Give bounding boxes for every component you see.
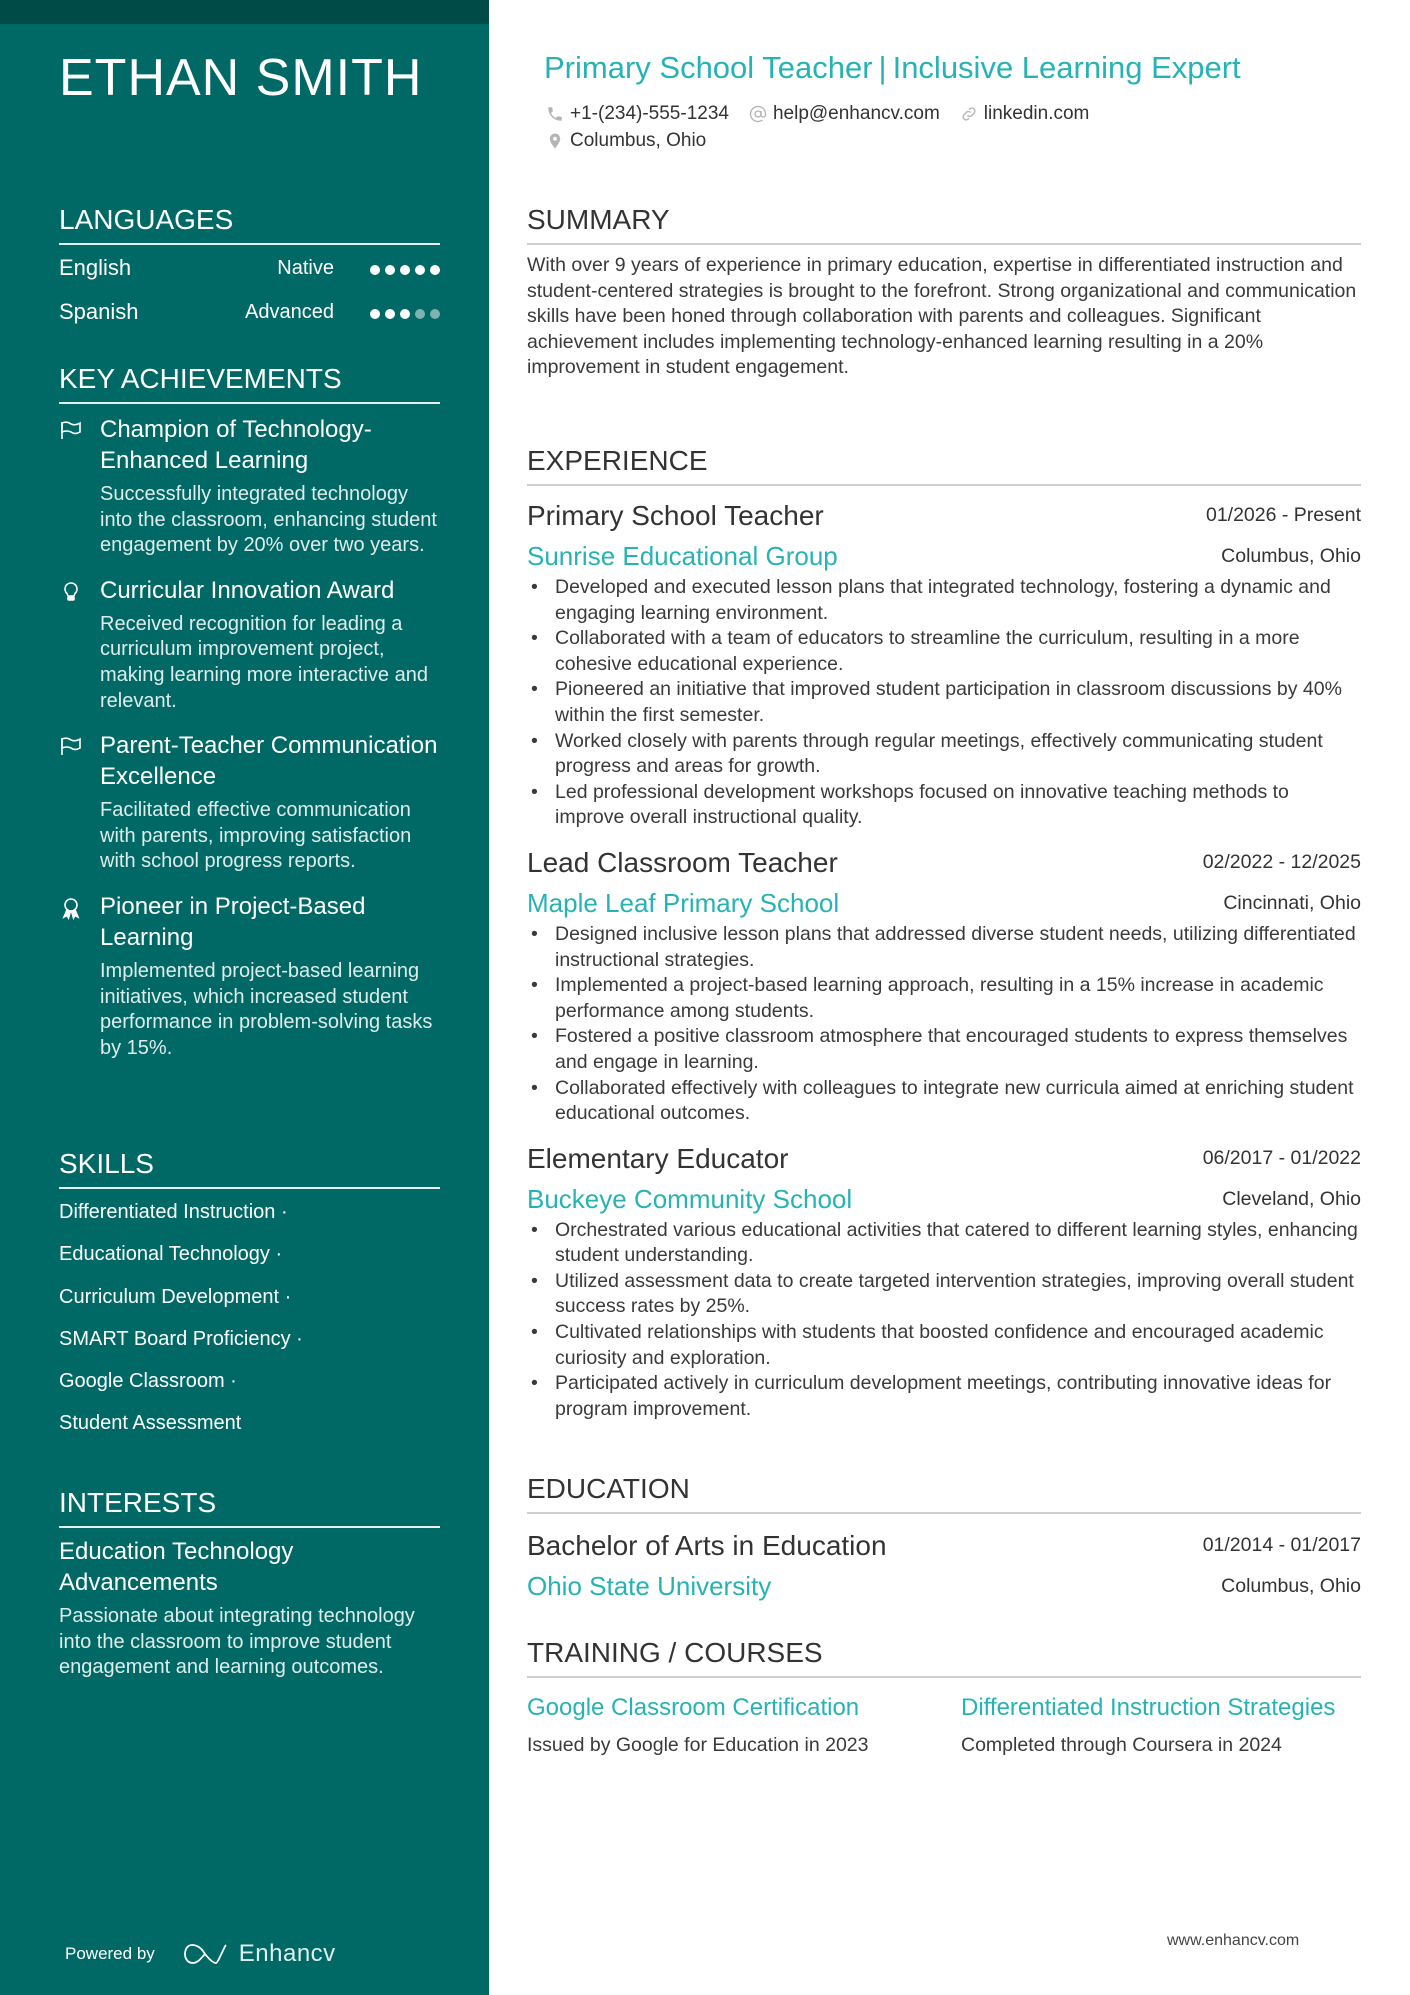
language-proficiency-dots	[370, 309, 440, 319]
candidate-name: ETHAN SMITH	[59, 49, 423, 107]
dot-filled-icon	[370, 309, 380, 319]
summary-text: With over 9 years of experience in primary education, expertise in differentiated instruction and student-centered strategies is brought to the forefront. Strong organizational and communication skills have been honed through collaboration with parents and colleagues. Significant achievement includes implementing technology-enhanced learning resulting in a 20% improvement in student engagement.	[527, 254, 1357, 379]
contact-phone[interactable]	[546, 103, 729, 125]
dot-empty-icon	[415, 309, 425, 319]
education-dates: 01/2014 - 01/2017	[1202, 1534, 1361, 1556]
language-row	[59, 289, 440, 333]
experience-entry	[527, 843, 1361, 1127]
course-item	[527, 1692, 961, 1759]
phone-number: +1-(234)-555-1234	[570, 102, 729, 124]
headline-separator: |	[878, 50, 887, 85]
achievement-title: Curricular Innovation Award	[100, 576, 395, 604]
link-icon	[960, 105, 978, 123]
contact-location	[546, 130, 706, 152]
powered-by	[65, 1940, 336, 1968]
experience-entry	[527, 1139, 1361, 1423]
skill-item: Google Classroom ·	[59, 1370, 237, 1393]
course-description: Completed through Coursera in 2024	[961, 1734, 1282, 1756]
interests-section	[59, 1486, 440, 1681]
education-section	[527, 1472, 1361, 1605]
linkedin-url: linkedin.com	[983, 102, 1090, 124]
company-name: Maple Leaf Primary School	[527, 887, 840, 918]
job-bullet: • Participated actively in curriculum development meetings, contributing innovative ideas for program improvement.	[527, 1371, 1361, 1422]
achievement-description: Implemented project-based learning initiatives, which increased student performance in problem-solving tasks by 15%.	[100, 959, 433, 1059]
skill-item: Curriculum Development ·	[59, 1285, 292, 1308]
achievement-title: Pioneer in Project-Based Learning	[100, 892, 366, 951]
interest-title: Education Technology Advancements	[59, 1538, 294, 1596]
company-name: Buckeye Community School	[527, 1183, 853, 1214]
job-bullets	[527, 1218, 1361, 1423]
job-bullets	[527, 575, 1361, 831]
education-entry	[527, 1526, 1361, 1605]
achievement-description: Successfully integrated technology into the classroom, enhancing student engagement by 20% over two years.	[100, 483, 437, 557]
job-location: Cincinnati, Ohio	[1223, 891, 1361, 914]
dot-filled-icon	[415, 265, 425, 275]
achievement-description: Facilitated effective communication with parents, improving satisfaction with school progress reports.	[100, 799, 412, 873]
enhancv-logo[interactable]	[183, 1940, 336, 1968]
skill-item: Educational Technology ·	[59, 1243, 283, 1266]
job-bullet: • Implemented a project-based learning approach, resulting in a 15% increase in academic performance among students.	[527, 973, 1361, 1024]
dot-filled-icon	[385, 309, 395, 319]
flag-icon	[59, 419, 83, 443]
job-dates: 06/2017 - 01/2022	[1202, 1146, 1361, 1169]
headline-specialty: Inclusive Learning Expert	[892, 50, 1241, 85]
job-location: Columbus, Ohio	[1221, 545, 1361, 567]
achievements-section	[59, 362, 440, 1061]
language-name: English	[59, 255, 132, 280]
course-description: Issued by Google for Education in 2023	[527, 1734, 869, 1756]
language-level: Advanced	[245, 301, 334, 323]
training-heading: TRAINING / COURSES	[527, 1636, 1361, 1678]
achievement-title: Champion of Technology-Enhanced Learning	[100, 416, 372, 474]
experience-section	[527, 444, 1361, 1422]
experience-entry	[527, 496, 1361, 831]
summary-heading: SUMMARY	[527, 203, 1361, 245]
achievement-title: Parent-Teacher Communication Excellence	[100, 732, 438, 791]
skill-item: Student Assessment	[59, 1412, 242, 1435]
flag-icon	[59, 735, 83, 759]
sidebar-top-band	[0, 0, 489, 24]
dot-filled-icon	[400, 309, 410, 319]
language-proficiency-dots	[370, 265, 440, 275]
languages-heading: LANGUAGES	[59, 203, 440, 245]
lightbulb-icon	[59, 580, 83, 604]
achievement-description: Received recognition for leading a curriculum improvement project, making learning more interactive and relevant.	[100, 612, 428, 712]
job-bullets	[527, 922, 1361, 1127]
job-dates: 02/2022 - 12/2025	[1202, 850, 1361, 873]
job-title: Primary School Teacher	[527, 500, 824, 531]
job-bullet: • Fostered a positive classroom atmosphere that encouraged students to express themselves and engage in learning.	[527, 1024, 1361, 1075]
job-bullet: • Cultivated relationships with students that boosted confidence and encouraged academic curiosity and exploration.	[527, 1320, 1361, 1371]
contact-info	[546, 100, 1109, 154]
training-section	[527, 1636, 1361, 1759]
enhancv-logo-icon	[183, 1942, 229, 1966]
dot-filled-icon	[430, 265, 440, 275]
job-bullet: • Led professional development workshops focused on innovative teaching methods to improve overall instructional quality.	[527, 780, 1361, 831]
skills-heading: SKILLS	[59, 1147, 440, 1189]
language-level: Native	[277, 257, 334, 279]
headline-role: Primary School Teacher	[544, 50, 873, 85]
experience-heading: EXPERIENCE	[527, 444, 1361, 486]
dot-filled-icon	[370, 265, 380, 275]
at-sign-icon	[749, 105, 767, 123]
achievement-item	[59, 414, 440, 559]
sidebar	[0, 0, 489, 1995]
job-title: Elementary Educator	[527, 1142, 789, 1174]
languages-section	[59, 203, 440, 333]
company-name: Sunrise Educational Group	[527, 541, 838, 571]
contact-linkedin[interactable]	[960, 103, 1090, 125]
interests-heading: INTERESTS	[59, 1486, 440, 1528]
job-bullet: • Collaborated effectively with colleagues to integrate new curricula aimed at enriching student educational outcomes.	[527, 1076, 1361, 1127]
dot-filled-icon	[385, 265, 395, 275]
achievement-item	[59, 575, 440, 714]
school-location: Columbus, Ohio	[1221, 1575, 1361, 1597]
job-bullet: • Designed inclusive lesson plans that addressed diverse student needs, utilizing differentiated instructional strategies.	[527, 922, 1361, 973]
skill-item: SMART Board Proficiency ·	[59, 1327, 303, 1350]
skills-section	[59, 1147, 440, 1445]
course-title: Differentiated Instruction Strategies	[961, 1694, 1336, 1721]
phone-icon	[546, 105, 564, 123]
dot-empty-icon	[430, 309, 440, 319]
achievement-item	[59, 730, 440, 875]
powered-by-label: Powered by	[65, 1944, 155, 1963]
job-title: Lead Classroom Teacher	[527, 846, 838, 878]
headline	[544, 50, 1241, 86]
enhancv-brand-text: Enhancv	[238, 1940, 336, 1967]
language-name: Spanish	[59, 299, 139, 324]
award-ribbon-icon	[59, 896, 83, 920]
job-bullet: • Utilized assessment data to create targeted intervention strategies, improving overall student success rates by 25%.	[527, 1269, 1361, 1320]
course-list	[527, 1692, 1361, 1759]
job-bullet: • Developed and executed lesson plans that integrated technology, fostering a dynamic and engaging learning environment.	[527, 575, 1361, 626]
footer-website-link[interactable]: www.enhancv.com	[1167, 1932, 1300, 1949]
education-heading: EDUCATION	[527, 1472, 1361, 1514]
job-bullet: • Collaborated with a team of educators to streamline the curriculum, resulting in a more cohesive educational experience.	[527, 626, 1361, 677]
interest-description: Passionate about integrating technology into the classroom to improve student engagement and learning outcomes.	[59, 1605, 415, 1679]
course-title: Google Classroom Certification	[527, 1694, 860, 1721]
job-bullet: • Orchestrated various educational activities that catered to different learning styles, enhancing student understanding.	[527, 1218, 1361, 1269]
course-item	[961, 1692, 1361, 1759]
location-pin-icon	[546, 132, 564, 150]
degree-title: Bachelor of Arts in Education	[527, 1530, 887, 1561]
job-bullet: • Pioneered an initiative that improved student participation in classroom discussions by 40% within the first semester.	[527, 677, 1361, 728]
job-bullet: • Worked closely with parents through regular meetings, effectively communicating student progress and areas for growth.	[527, 729, 1361, 780]
school-name: Ohio State University	[527, 1571, 772, 1601]
email-address: help@enhancv.com	[772, 102, 940, 124]
dot-filled-icon	[400, 265, 410, 275]
skill-item: Differentiated Instruction ·	[59, 1201, 288, 1223]
job-location: Cleveland, Ohio	[1222, 1187, 1361, 1210]
achievement-item	[59, 891, 440, 1061]
location-text: Columbus, Ohio	[570, 129, 707, 151]
achievements-heading: KEY ACHIEVEMENTS	[59, 362, 440, 404]
contact-email[interactable]	[749, 103, 940, 125]
summary-section	[527, 203, 1361, 381]
language-row	[59, 245, 440, 289]
job-dates: 01/2026 - Present	[1205, 504, 1361, 526]
